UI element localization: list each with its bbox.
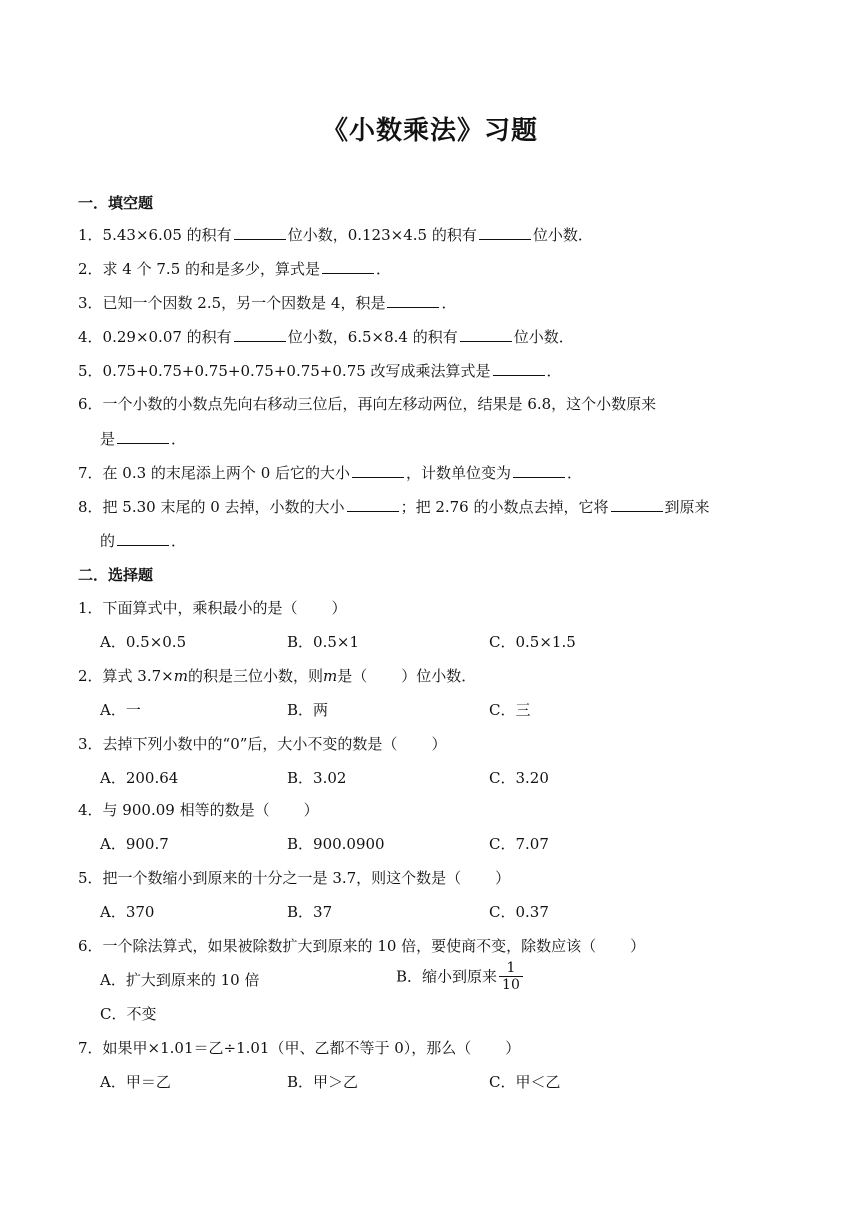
- mc-option-fraction[interactable]: B．缩小到原来 $\frac{1}{10}$: [396, 960, 523, 993]
- answer-blank[interactable]: [493, 360, 545, 376]
- mc-option[interactable]: B．甲＞乙: [287, 1073, 359, 1091]
- answer-blank[interactable]: [513, 462, 565, 478]
- mc-question-4: 4．与 900.09 相等的数是（ ）: [78, 801, 319, 819]
- answer-blank[interactable]: [117, 428, 169, 444]
- mc-question-7: 7．如果甲×1.01＝乙÷1.01（甲、乙都不等于 0），那么（ ）: [78, 1039, 521, 1057]
- answer-blank[interactable]: [611, 496, 663, 512]
- mc-question-1: 1．下面算式中，乘积最小的是（ ）: [78, 599, 347, 617]
- mc-option[interactable]: A．200.64: [100, 769, 179, 787]
- answer-blank[interactable]: [234, 224, 286, 240]
- answer-blank[interactable]: [117, 530, 169, 546]
- answer-blank[interactable]: [347, 496, 399, 512]
- question-3: 3．已知一个因数 2.5，另一个因数是 4，积是 ．: [78, 294, 457, 312]
- answer-blank[interactable]: [387, 292, 439, 308]
- question-6-continued: 是 ．: [100, 430, 187, 448]
- question-6: 6．一个小数的小数点先向右移动三位后，再向左移动两位，结果是 6.8，这个小数原来: [78, 395, 657, 413]
- mc-option[interactable]: C．3.20: [489, 769, 549, 787]
- answer-blank[interactable]: [460, 326, 512, 342]
- mc-option[interactable]: C．甲＜乙: [489, 1073, 561, 1091]
- mc-option[interactable]: C．0.5×1.5: [489, 633, 576, 651]
- mc-option[interactable]: C．不变: [100, 1005, 157, 1023]
- mc-option[interactable]: B．两: [287, 701, 329, 719]
- fraction: $\frac{1}{10}$: [499, 960, 523, 993]
- mc-question-2: 2．算式 3.7×m的积是三位小数，则m是（ ）位小数．: [78, 667, 477, 685]
- mc-option[interactable]: B．37: [287, 903, 333, 921]
- mc-question-3: 3．去掉下列小数中的“0”后，大小不变的数是（ ）: [78, 735, 447, 753]
- mc-option[interactable]: C．0.37: [489, 903, 549, 921]
- answer-blank[interactable]: [479, 224, 531, 240]
- mc-option[interactable]: C．7.07: [489, 835, 549, 853]
- mc-question-5: 5．把一个数缩小到原来的十分之一是 3.7，则这个数是（ ）: [78, 869, 511, 887]
- mc-option[interactable]: C．三: [489, 701, 531, 719]
- answer-blank[interactable]: [234, 326, 286, 342]
- mc-option[interactable]: A．扩大到原来的 10 倍: [100, 971, 260, 989]
- mc-option[interactable]: B．900.0900: [287, 835, 385, 853]
- question-1: 1．5.43×6.05 的积有 位小数，0.123×4.5 的积有 位小数．: [78, 226, 593, 244]
- page-title: 《小数乘法》习题: [321, 116, 538, 146]
- mc-option[interactable]: B．0.5×1: [287, 633, 359, 651]
- answer-blank[interactable]: [322, 258, 374, 274]
- section-heading-fill-blank: 一．填空题: [78, 194, 154, 212]
- question-7: 7．在 0.3 的末尾添上两个 0 后它的大小 ，计数单位变为 ．: [78, 464, 583, 482]
- mc-option[interactable]: A．0.5×0.5: [100, 633, 187, 651]
- question-4: 4．0.29×0.07 的积有 位小数，6.5×8.4 的积有 位小数．: [78, 328, 574, 346]
- answer-blank[interactable]: [352, 462, 404, 478]
- question-5: 5．0.75+0.75+0.75+0.75+0.75+0.75 改写成乘法算式是 ．: [78, 362, 562, 380]
- mc-question-6: 6．一个除法算式，如果被除数扩大到原来的 10 倍，要使商不变，除数应该（ ）: [78, 937, 646, 955]
- mc-option[interactable]: A．900.7: [100, 835, 169, 853]
- question-2: 2．求 4 个 7.5 的和是多少，算式是 ．: [78, 260, 392, 278]
- mc-option[interactable]: A．一: [100, 701, 141, 719]
- question-8: 8．把 5.30 末尾的 0 去掉，小数的大小 ；把 2.76 的小数点去掉，它将 到原来: [78, 498, 710, 516]
- mc-option[interactable]: B．3.02: [287, 769, 347, 787]
- mc-option[interactable]: A．370: [100, 903, 155, 921]
- mc-option[interactable]: A．甲＝乙: [100, 1073, 171, 1091]
- question-8-continued: 的 ．: [100, 532, 187, 550]
- section-heading-multiple-choice: 二．选择题: [78, 566, 154, 584]
